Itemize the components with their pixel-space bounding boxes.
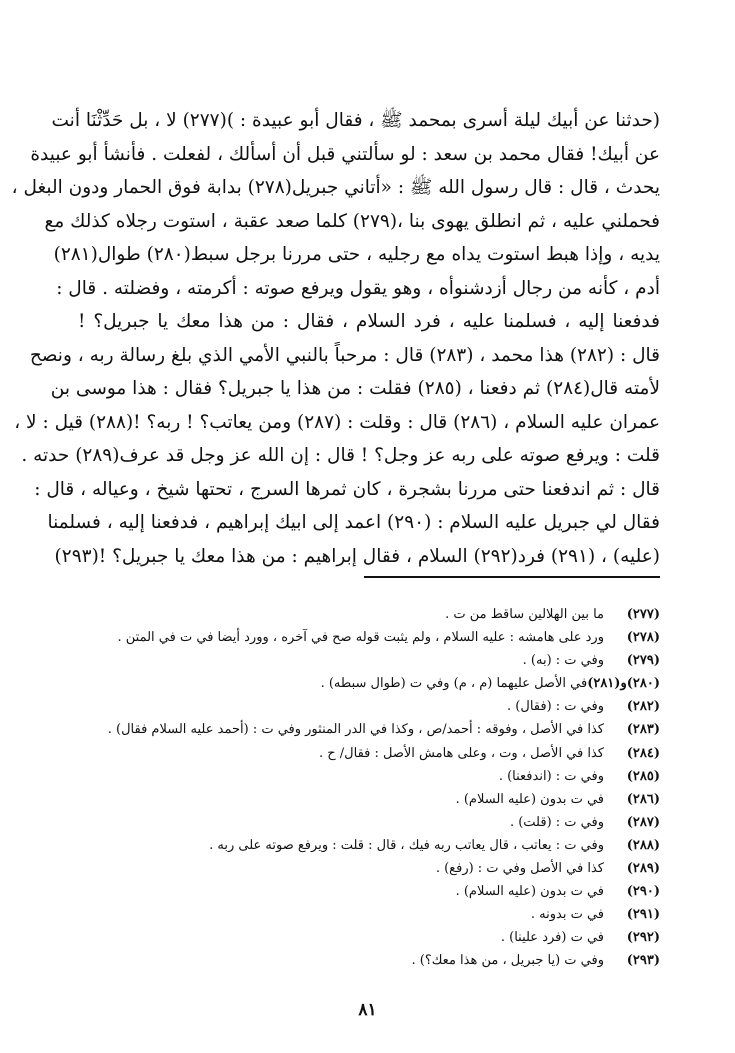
footnote-text: وفي ت : (اندفعنا) . — [498, 768, 604, 784]
footnote — [120, 811, 660, 834]
text-line: فقال لي جبريل عليه السلام : (٢٩٠) اعمد إلى ابيك إبراهيم ، فدفعنا إليه ، فسلمنا — [47, 512, 660, 533]
footnote-text: في ت بدونه . — [530, 907, 604, 923]
footnote-text: وفي ت : (به) . — [522, 653, 604, 669]
text-line: قال : ثم اندفعنا حتى مررنا بشجرة ، كان ثمرها السرج ، تحتها شيخ ، وعياله ، قال : — [34, 478, 660, 500]
text-line: (حدثنا عن أبيك ليلة أسرى بمحمد ﷺ ، فقال أبو عبيدة : )(٢٧٧) لا ، بل حَدِّثْنَا أنت — [51, 110, 660, 131]
footnote-text: ورد على هامشه : عليه السلام ، ولم يثبت قوله صح في آخره ، وورد أيضا في ت في المتن . — [117, 630, 604, 646]
text-line: يحدث ، قال : قال رسول الله ﷺ : «أتاني جبريل(٢٧٨) بدابة فوق الحمار ودون البغل ، — [11, 177, 660, 198]
footnote — [120, 695, 660, 718]
footnote-number: (٢٩٢) — [626, 930, 660, 946]
footnote-text: في ت (فرد علينا) . — [500, 930, 604, 946]
footnote-number: (٢٨٧) — [626, 814, 660, 830]
footnote — [120, 603, 660, 626]
footnote-text: وفي ت : يعاتب ، قال يعاتب ربه فيك ، قال : قلت : ويرفع صوته على ربه . — [209, 837, 604, 853]
footnote — [120, 742, 660, 765]
page-number: ٨١ — [358, 1000, 377, 1020]
footnote — [120, 649, 660, 672]
text-line: أدم ، كأنه من رجال أزدشنوأه ، وهو يقول ويرفع صوته : أكرمته ، وفضلته . قال : — [56, 277, 660, 299]
text-line: لأمته قال(٢٨٤) ثم دفعنا ، (٢٨٥) فقلت : من هذا يا جبريل؟ فقال : هذا موسى بن — [50, 378, 660, 399]
footnote-number: (٢٧٧) — [626, 607, 660, 622]
text-line: فدفعنا إليه ، فسلمنا عليه ، فرد السلام ، فقال : من هذا معك يا جبريل؟ ! — [78, 311, 660, 332]
footnote-number: (٢٨٢) — [626, 699, 660, 715]
footnote-number: (٢٩٣) — [626, 953, 660, 969]
text-line: فحملني عليه ، ثم انطلق يهوى بنا ،(٢٧٩) كلما صعد عقبة ، استوت رجلاه كذلك مع — [44, 210, 660, 232]
footnote-number: (٢٨٩) — [626, 861, 660, 877]
text-line: قال : (٢٨٢) هذا محمد ، (٢٨٣) قال : مرحباً بالنبي الأمي الذي بلغ رسالة ربه ، ونصح — [29, 344, 660, 366]
footnote-text: وفي ت (يا جبريل ، من هذا معك؟) . — [411, 953, 604, 969]
text-line: عن أبيك! فقال محمد بن سعد : لو سألتني قبل أن أسألك ، لفعلت . فأنشأ أبو عبيدة — [30, 143, 660, 165]
footnote-number: (٢٨٤) — [626, 745, 660, 761]
footnote — [120, 903, 660, 926]
footnote-number: (٢٨٣) — [626, 722, 660, 738]
footnote-number: (٢٨٠)و(٢٨١) — [587, 676, 660, 692]
text-line: قلت : ويرفع صوته على ربه عز وجل؟ ! قال : إن الله عز وجل قد عرف(٢٨٩) حدته . — [21, 445, 660, 466]
footnote-divider — [364, 576, 660, 578]
footnote — [117, 626, 660, 649]
footnote — [120, 788, 660, 811]
footnote-text: كذا في الأصل ، وفوقه : أحمد/ص ، وكذا في الدر المنثور وفي ت : (أحمد عليه السلام فقال) . — [107, 722, 604, 738]
footnote-number: (٢٨٥) — [626, 768, 660, 784]
footnotes — [107, 603, 660, 973]
footnote-text: وفي ت : (فقال) . — [507, 699, 604, 715]
footnote-text: في ت بدون (عليه السلام) . — [455, 884, 604, 900]
footnote-number: (٢٩١) — [626, 907, 660, 923]
footnote-number: (٢٧٩) — [626, 653, 660, 669]
footnote — [107, 718, 660, 741]
footnote-text: كذا في الأصل ، وت ، وعلى هامش الأصل : فقال/ ح . — [319, 745, 604, 761]
footnote-number: (٢٨٦) — [626, 791, 660, 807]
footnote-text: ما بين الهلالين ساقط من ت . — [445, 607, 604, 622]
footnote-number: (٢٧٨) — [626, 630, 660, 646]
text-line: عمران عليه السلام ، (٢٨٦) قال : وقلت : (٢٨٧) ومن يعاتب؟ ! ربه؟ !(٢٨٨) قيل : لا ، — [14, 411, 660, 433]
footnote-text: في الأصل عليهما (م ، م) وفي ت (طوال سبطه) . — [320, 676, 588, 692]
text-line: يديه ، وإذا هبط استوت يداه مع رجليه ، حتى مررنا برجل سبط(٢٨٠) طوال(٢٨١) — [53, 244, 660, 265]
text-line: (عليه) ، (٢٩١) فرد(٢٩٢) السلام ، فقال إبراهيم : من هذا معك يا جبريل؟ !(٢٩٣) — [54, 545, 660, 567]
footnote-number: (٢٨٨) — [626, 837, 660, 853]
footnote — [120, 949, 660, 972]
footnote — [120, 926, 660, 949]
footnote-text: وفي ت : (قلت) . — [509, 814, 604, 830]
footnote — [120, 765, 660, 788]
footnote-text: كذا في الأصل وفي ت : (رفع) . — [435, 861, 604, 877]
footnote — [120, 672, 660, 695]
footnote — [120, 880, 660, 903]
footnote — [120, 857, 660, 880]
footnote-text: في ت بدون (عليه السلام) . — [455, 791, 604, 807]
main-text — [11, 104, 660, 573]
footnote — [120, 834, 660, 857]
footnote-number: (٢٩٠) — [626, 884, 660, 900]
